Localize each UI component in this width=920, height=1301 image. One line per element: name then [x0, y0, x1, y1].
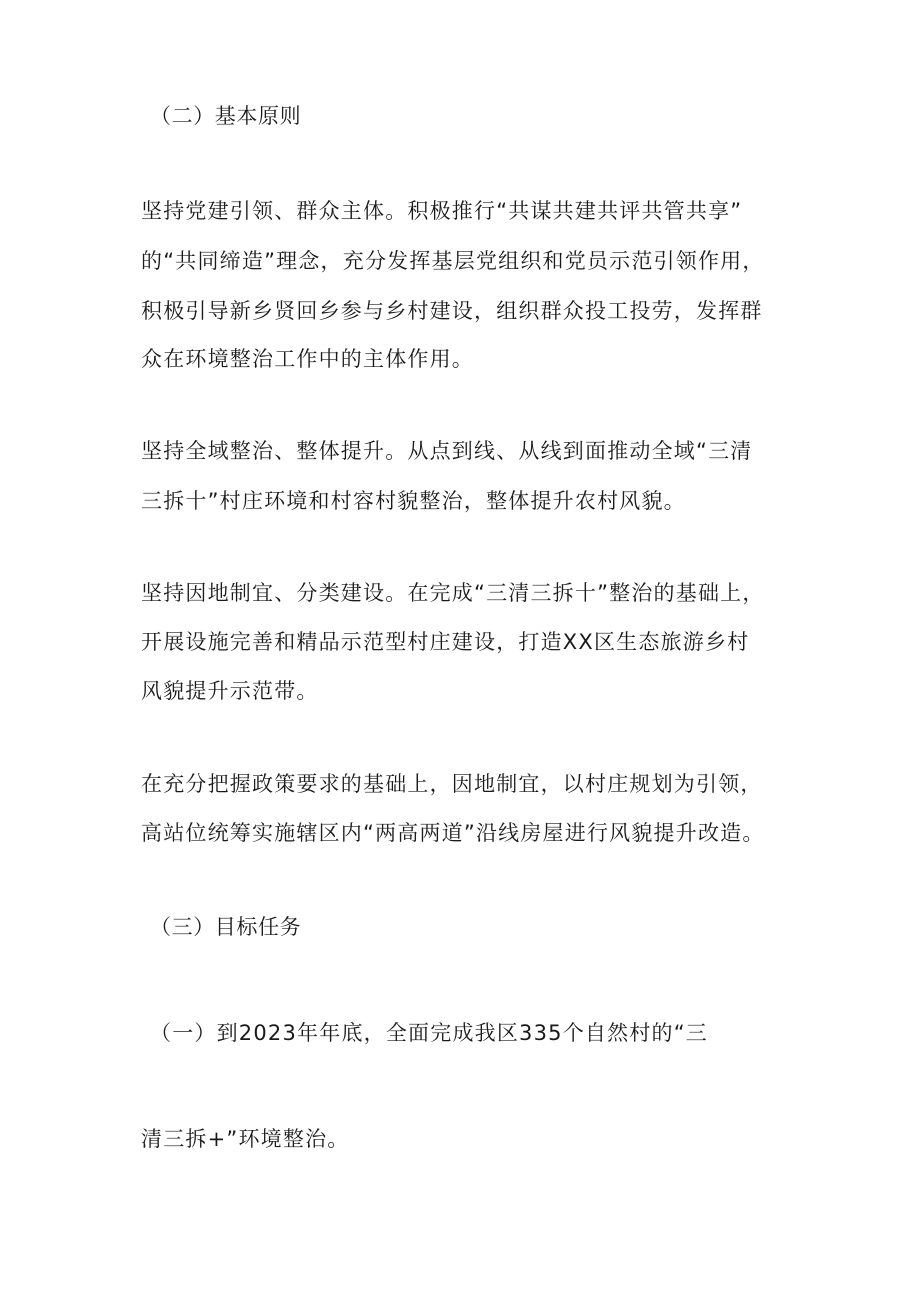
paragraph-line: （一）到2023年年底，全面完成我区335个自然村的“三	[150, 1021, 709, 1045]
paragraph-line: 风貌提升示范带。	[141, 679, 319, 703]
paragraph-line: 开展设施完善和精品示范型村庄建设，打造XX区生态旅游乡村	[141, 630, 750, 654]
paragraph-line: 的“共同缔造”理念，充分发挥基层党组织和党员示范引领作用，	[141, 249, 765, 273]
paragraph-line: 高站位统筹实施辖区内“两高两道”沿线房屋进行风貌提升改造。	[141, 821, 765, 845]
paragraph-line: 三拆十”村庄环境和村容村貌整治，整体提升农村风貌。	[141, 489, 686, 513]
paragraph-line: 坚持党建引领、群众主体。积极推行“共谋共建共评共管共享”	[141, 199, 743, 223]
section-heading-goals: （三）目标任务	[150, 915, 302, 939]
paragraph-line: 坚持全域整治、整体提升。从点到线、从线到面推动全域“三清	[141, 439, 753, 463]
paragraph-line: 在充分把握政策要求的基础上，因地制宜，以村庄规划为引领，	[141, 772, 763, 796]
paragraph-line: 众在环境整治工作中的主体作用。	[141, 347, 474, 371]
paragraph-line: 坚持因地制宜、分类建设。在完成“三清三拆十”整治的基础上，	[141, 581, 765, 605]
paragraph-line: 清三拆+”环境整治。	[141, 1127, 350, 1151]
paragraph-line: 积极引导新乡贤回乡参与乡村建设，组织群众投工投劳，发挥群	[141, 299, 763, 323]
section-heading-principles: （二）基本原则	[150, 104, 302, 128]
